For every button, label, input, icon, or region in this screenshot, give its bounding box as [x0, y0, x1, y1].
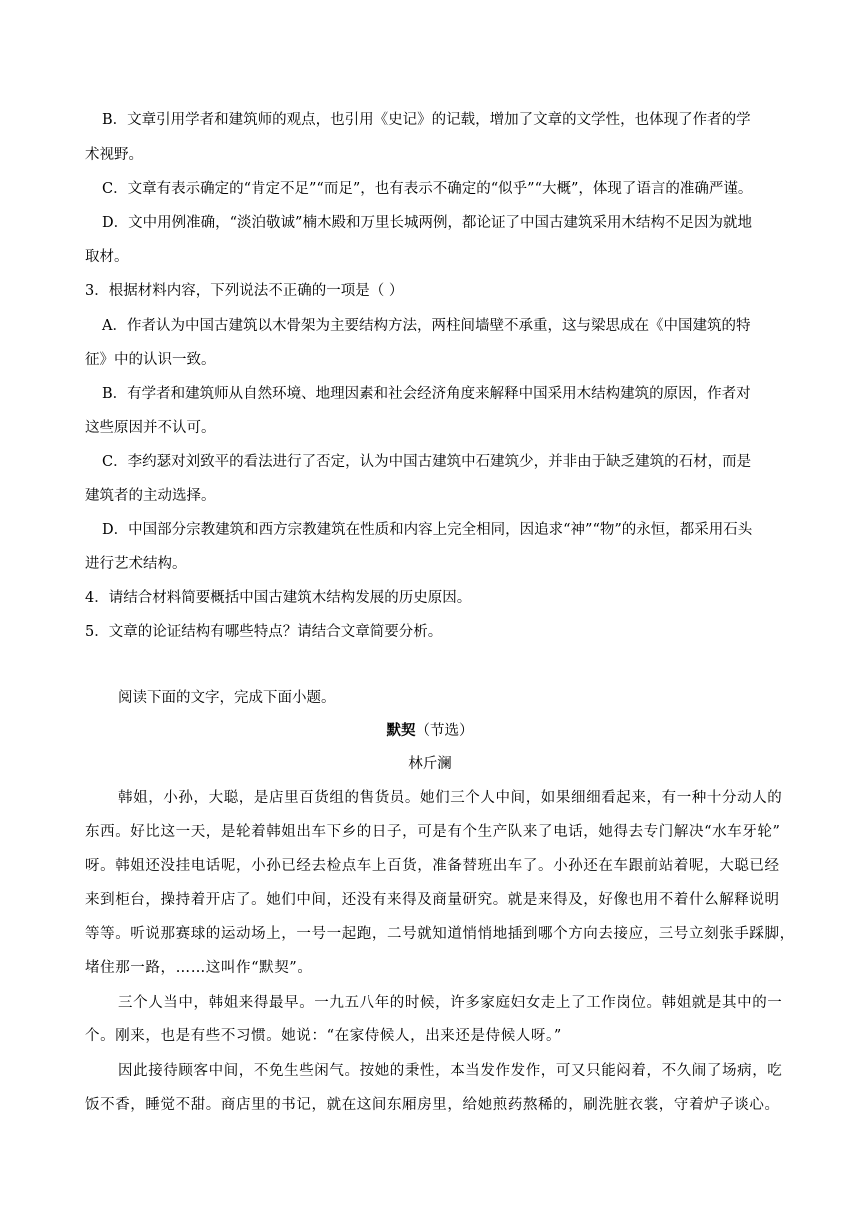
passage-line: 三个人当中，韩姐来得最早。一九五八年的时候，许多家庭妇女走上了工作岗位。韩姐就是其中的一: [118, 995, 783, 1011]
passage-line: 堵住那一路，……这叫作“默契”。: [85, 960, 313, 976]
option-b-line-2: 术视野。: [85, 147, 143, 163]
passage-line: 等等。听说那赛球的运动场上，一号一起跑，二号就知道悄悄地插到哪个方向去接应，三号立刻张手踩脚，: [85, 926, 795, 942]
passage-title-text: 默契: [386, 722, 416, 739]
passage-title: [0, 721, 860, 741]
question-3-stem: 3．根据材料内容，下列说法不正确的一项是（ ）: [85, 283, 404, 299]
passage-title-note: （节选）: [415, 723, 474, 739]
question-3-option-c-line-1: C．李约瑟对刘致平的看法进行了否定，认为中国古建筑中石建筑少，并非由于缺乏建筑的石材，而是: [102, 454, 752, 470]
passage-line: 东西。好比这一天，是轮着韩姐出车下乡的日子，可是有个生产队来了电话，她得去专门解决“水车牙轮”: [85, 824, 781, 840]
question-3-option-d-line-2: 进行艺术结构。: [85, 556, 187, 572]
option-b-line-1: B．文章引用学者和建筑师的观点，也引用《史记》的记载，增加了文章的文学性，也体现了作者的学: [102, 112, 751, 128]
question-4: 4．请结合材料简要概括中国古建筑木结构发展的历史原因。: [85, 590, 472, 606]
question-3-option-a-line-2: 征》中的认识一致。: [85, 352, 216, 368]
option-d-line-1: D．文中用例准确，“淡泊敬诚”楠木殿和万里长城两例，都论证了中国古建筑采用木结构不足因为就地: [102, 215, 752, 231]
passage-line: 饭不香，睡觉不甜。商店里的书记，就在这间东厢房里，给她煎药熬稀的，刷洗脏衣裳，守着炉子谈心。: [85, 1097, 780, 1113]
reading-intro: 阅读下面的文字，完成下面小题。: [118, 690, 336, 706]
passage-line: 因此接待顾客中间，不免生些闲气。按她的秉性，本当发作发作，可又只能闷着，不久闹了场病，吃: [118, 1063, 783, 1079]
option-d-line-2: 取材。: [85, 249, 129, 265]
question-3-option-d-line-1: D．中国部分宗教建筑和西方宗教建筑在性质和内容上完全相同，因追求“神”“物”的永恒，都采用石头: [102, 522, 753, 538]
question-3-option-b-line-1: B．有学者和建筑师从自然环境、地理因素和社会经济角度来解释中国采用木结构建筑的原因，作者对: [102, 386, 751, 402]
question-5: 5．文章的论证结构有哪些特点？请结合文章简要分析。: [85, 624, 443, 640]
passage-line: 呀。韩姐还没挂电话呢，小孙已经去检点车上百货，准备替班出车了。小孙还在车跟前站着呢，大聪已经: [85, 858, 780, 874]
passage-line: 来到柜台，操持着开店了。她们中间，还没有来得及商量研究。就是来得及，好像也用不着什么解释说明: [85, 892, 780, 908]
question-3-option-a-line-1: A．作者认为中国古建筑以木骨架为主要结构方法，两柱间墙壁不承重，这与梁思成在《中国建筑的特: [102, 318, 751, 334]
passage-author: 林斤澜: [408, 756, 452, 772]
question-3-option-c-line-2: 建筑者的主动选择。: [85, 488, 216, 504]
option-c-line: C．文章有表示确定的“肯定不足”“而足”，也有表示不确定的“似乎”“大概”，体现了语言的准确严谨。: [102, 181, 753, 197]
passage-line: 个。刚来，也是有些不习惯。她说：“在家侍候人，出来还是侍候人呀。”: [85, 1028, 562, 1044]
question-3-option-b-line-2: 这些原因并不认可。: [85, 420, 216, 436]
passage-line: 韩姐，小孙，大聪，是店里百货组的售货员。她们三个人中间，如果细细看起来，有一种十分动人的: [118, 790, 783, 806]
